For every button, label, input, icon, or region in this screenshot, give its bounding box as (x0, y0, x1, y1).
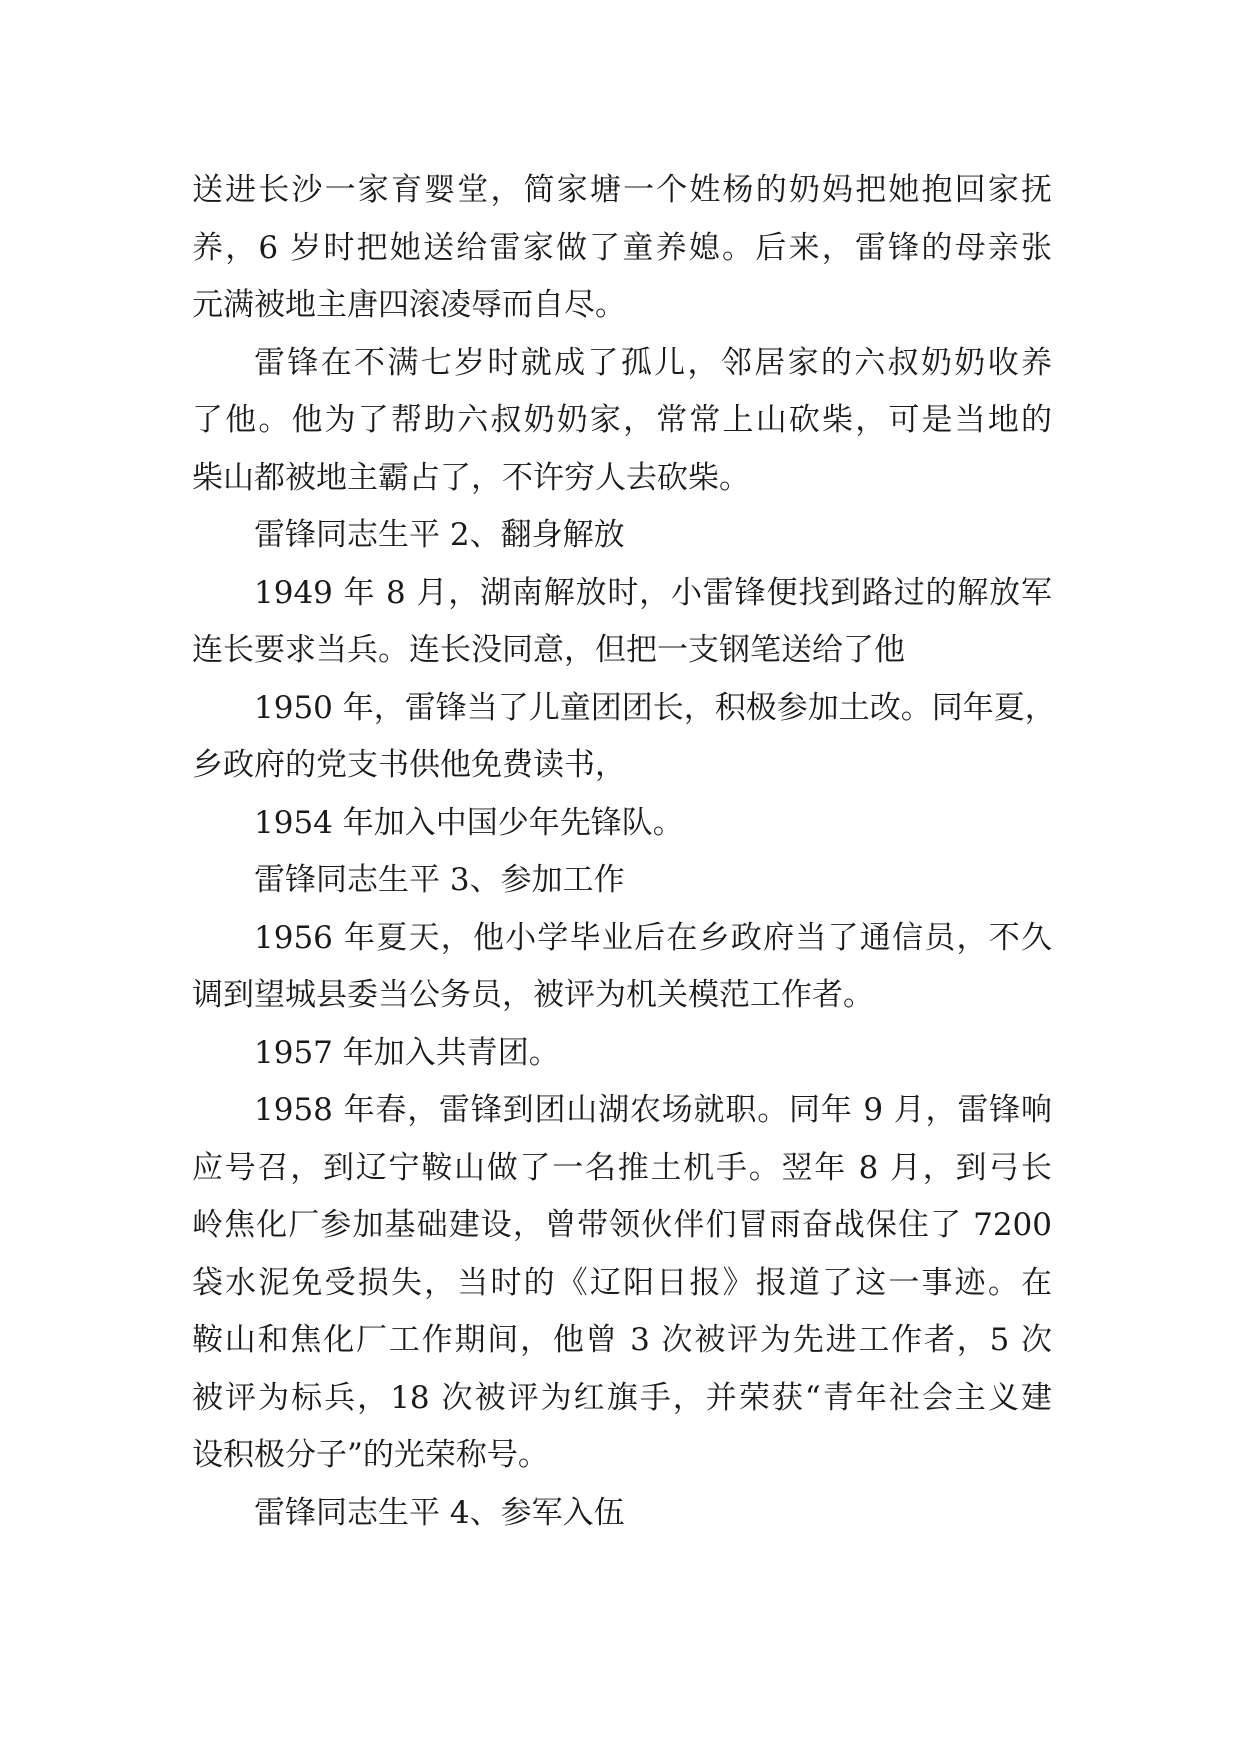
paragraph-first-line: 1949 年 8 月，湖南解放时，小雷锋便找到路过的解放军 (254, 574, 1052, 611)
paragraph-first-line: 1950 年，雷锋当了儿童团团长，积极参加土改。同年夏， (254, 689, 1056, 726)
text-line: 送进长沙一家育婴堂，简家塘一个姓杨的奶妈把她抱回家抚 (192, 172, 1052, 208)
document-body (192, 162, 1056, 1542)
paragraph-first-line: 雷锋在不满七岁时就成了孤儿，邻居家的六叔奶奶收养 (254, 344, 1052, 381)
text-line: 了他。他为了帮助六叔奶奶家，常常上山砍柴，可是当地的 (192, 402, 1052, 438)
paragraph-first-line: 1956 年夏天，他小学毕业后在乡政府当了通信员，不久 (254, 919, 1052, 956)
text-line: 乡政府的党支书供他免费读书， (192, 747, 626, 783)
text-line: 连长要求当兵。连长没同意，但把一支钢笔送给了他 (192, 632, 905, 668)
text-line: 鞍山和焦化厂工作期间，他曾 3 次被评为先进工作者，5 次 (192, 1322, 1052, 1358)
text-line: 被评为标兵，18 次被评为红旗手，并荣获“青年社会主义建 (192, 1379, 1052, 1416)
section-heading: 雷锋同志生平 3、参加工作 (254, 862, 625, 898)
text-line: 柴山都被地主霸占了，不许穷人去砍柴。 (192, 459, 750, 496)
text-line: 袋水泥免受损失，当时的《辽阳日报》报道了这一事迹。在 (192, 1264, 1052, 1301)
paragraph-first-line: 1954 年加入中国少年先锋队。 (254, 804, 684, 841)
section-heading: 雷锋同志生平 4、参军入伍 (254, 1494, 625, 1531)
paragraph-first-line: 1958 年春，雷锋到团山湖农场就职。同年 9 月，雷锋响 (254, 1092, 1052, 1128)
text-line: 元满被地主唐四滚凌辱而自尽。 (192, 287, 626, 323)
text-line: 岭焦化厂参加基础建设，曾带领伙伴们冒雨奋战保住了 7200 (192, 1207, 1052, 1243)
text-line: 应号召，到辽宁鞍山做了一名推土机手。翌年 8 月，到弓长 (192, 1149, 1052, 1186)
text-line: 设积极分子”的光荣称号。 (192, 1437, 549, 1473)
text-line: 调到望城县委当公务员，被评为机关模范工作者。 (192, 977, 874, 1013)
text-line: 养，6 岁时把她送给雷家做了童养媳。后来，雷锋的母亲张 (192, 229, 1052, 266)
paragraph-first-line: 1957 年加入共青团。 (254, 1034, 560, 1071)
section-heading: 雷锋同志生平 2、翻身解放 (254, 517, 625, 553)
